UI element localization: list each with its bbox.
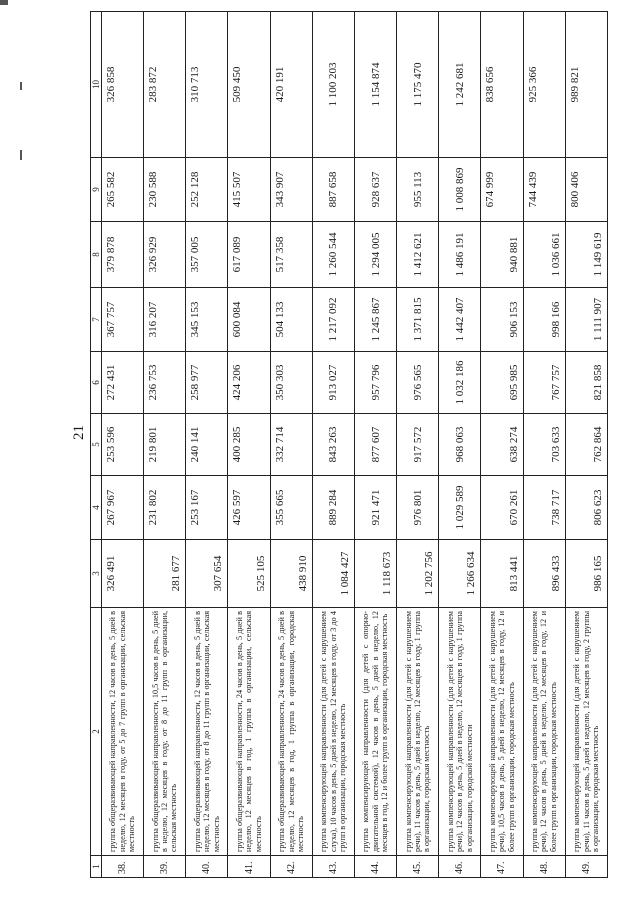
- cell-value: 307 654: [186, 540, 228, 608]
- row-number: 44.: [354, 856, 396, 878]
- scan-mark: [20, 82, 22, 90]
- cell-value: 283 872: [144, 12, 186, 158]
- cell-value: 877 607: [354, 414, 396, 476]
- cell-value: 976 565: [397, 352, 439, 414]
- cell-value: 265 582: [102, 158, 144, 222]
- cell-value: 600 084: [228, 288, 270, 352]
- cell-value: 420 191: [270, 12, 312, 158]
- cell-value: 438 910: [270, 540, 312, 608]
- row-description: группа общеразвивающей направленности, 10,5 часов в день, 5 дней в неделю, 12 месяцев в году, от 8 до 11 групп в организации, сельская местность: [144, 608, 186, 856]
- scan-mark: [20, 150, 22, 160]
- column-header: 9: [91, 158, 102, 222]
- cell-value: 1 260 544: [312, 222, 354, 288]
- column-header: 8: [91, 222, 102, 288]
- cell-value: 426 597: [228, 476, 270, 540]
- cell-value: 326 929: [144, 222, 186, 288]
- table-row: [565, 12, 607, 878]
- row-description: группа компенсирующей направленности (для детей с нарушением речи), 10,5 часов в день, 5 дней в неделю, 12 месяцев в году, 12 и более групп в организации, городская местность: [481, 608, 523, 856]
- row-description: группа общеразвивающей направленности, 12 часов в день, 5 дней в неделю, 12 месяцев в году, от 8 до 11 групп в организации, сельская местность: [186, 608, 228, 856]
- cell-value: 998 166: [523, 288, 565, 352]
- cell-value: 379 878: [102, 222, 144, 288]
- cell-value: 1 036 661: [523, 222, 565, 288]
- cell-value: 1 266 634: [439, 540, 481, 608]
- cell-value: 976 801: [397, 476, 439, 540]
- row-number: 42.: [270, 856, 312, 878]
- cell-value: 1 032 186: [439, 352, 481, 414]
- cell-value: 231 802: [144, 476, 186, 540]
- cell-value: 252 128: [186, 158, 228, 222]
- cell-value: 1 084 427: [312, 540, 354, 608]
- table-row: [186, 12, 228, 878]
- cell-value: 813 441: [481, 540, 523, 608]
- row-description: группа компенсирующей направленности (для детей с опорно-двигательной системой), 12 часов в день, 5 дней в неделю, 12 месяцев в год, 12 и более групп в организации, городская местность: [354, 608, 396, 856]
- cell-value: 703 633: [523, 414, 565, 476]
- cell-value: 896 433: [523, 540, 565, 608]
- cell-value: 928 637: [354, 158, 396, 222]
- cell-value: 343 907: [270, 158, 312, 222]
- cell-value: 1 008 869: [439, 158, 481, 222]
- cell-value: 258 977: [186, 352, 228, 414]
- cell-value: 940 881: [481, 222, 523, 288]
- cell-value: 925 366: [523, 12, 565, 158]
- row-description: группа общеразвивающей направленности, 24 часов в день, 5 дней в неделю, 12 месяцев в год, 1 группа в организации, сельская местность: [228, 608, 270, 856]
- cell-value: 1 175 470: [397, 12, 439, 158]
- cell-value: 219 801: [144, 414, 186, 476]
- cell-value: 989 821: [565, 12, 607, 158]
- cell-value: 955 113: [397, 158, 439, 222]
- cell-value: 957 796: [354, 352, 396, 414]
- table-row: [481, 12, 523, 878]
- cell-value: 744 439: [523, 158, 565, 222]
- cell-value: 504 133: [270, 288, 312, 352]
- cell-value: 1 242 681: [439, 12, 481, 158]
- column-header: 5: [91, 414, 102, 476]
- cell-value: 738 717: [523, 476, 565, 540]
- row-description: группа компенсирующей направленности (для детей с нарушением речи), 11 часов в день, 5 дней в неделю, 12 месяцев в году, 2 группы в организации, городская местность: [565, 608, 607, 856]
- scan-mark: [0, 0, 8, 5]
- cell-value: 800 406: [565, 158, 607, 222]
- cell-value: 695 985: [481, 352, 523, 414]
- row-number: 49.: [565, 856, 607, 878]
- row-number: 39.: [144, 856, 186, 878]
- column-header: 3: [91, 540, 102, 608]
- cell-value: 253 596: [102, 414, 144, 476]
- cell-value: 1 149 619: [565, 222, 607, 288]
- row-number: 48.: [523, 856, 565, 878]
- cell-value: 821 858: [565, 352, 607, 414]
- cell-value: 400 285: [228, 414, 270, 476]
- tariff-table: [90, 11, 608, 878]
- column-header: 7: [91, 288, 102, 352]
- row-number: 41.: [228, 856, 270, 878]
- cell-value: 253 167: [186, 476, 228, 540]
- cell-value: 806 623: [565, 476, 607, 540]
- cell-value: 838 656: [481, 12, 523, 158]
- cell-value: 1 371 815: [397, 288, 439, 352]
- column-header: 4: [91, 476, 102, 540]
- table-row: [312, 12, 354, 878]
- cell-value: 1 442 407: [439, 288, 481, 352]
- cell-value: 230 588: [144, 158, 186, 222]
- cell-value: 517 358: [270, 222, 312, 288]
- cell-value: 1 202 756: [397, 540, 439, 608]
- cell-value: 1 154 874: [354, 12, 396, 158]
- cell-value: 1 118 673: [354, 540, 396, 608]
- cell-value: 345 153: [186, 288, 228, 352]
- cell-value: 525 105: [228, 540, 270, 608]
- table-row: [397, 12, 439, 878]
- cell-value: 357 005: [186, 222, 228, 288]
- row-number: 47.: [481, 856, 523, 878]
- cell-value: 617 089: [228, 222, 270, 288]
- cell-value: 326 491: [102, 540, 144, 608]
- row-description: группа общеразвивающей направленности, 24 часов в день, 5 дней в неделю, 12 месяцев в год, 1 группа в организации, городская местность: [270, 608, 312, 856]
- cell-value: 762 864: [565, 414, 607, 476]
- column-header: 1: [91, 856, 102, 878]
- table-row: [354, 12, 396, 878]
- cell-value: 906 153: [481, 288, 523, 352]
- cell-value: 267 967: [102, 476, 144, 540]
- cell-value: 332 714: [270, 414, 312, 476]
- cell-value: 415 507: [228, 158, 270, 222]
- cell-value: 316 207: [144, 288, 186, 352]
- cell-value: 1 412 621: [397, 222, 439, 288]
- table-row: [102, 12, 144, 878]
- row-description: группа компенсирующей направленности (для детей с нарушением слуха), 10 часов в день, 5 дней в неделю, 12 месяцев в году, от 3 до 4 групп в организации, городская местность: [312, 608, 354, 856]
- cell-value: 986 165: [565, 540, 607, 608]
- cell-value: 326 858: [102, 12, 144, 158]
- row-number: 46.: [439, 856, 481, 878]
- cell-value: 1 486 191: [439, 222, 481, 288]
- cell-value: 843 263: [312, 414, 354, 476]
- row-number: 43.: [312, 856, 354, 878]
- cell-value: 889 284: [312, 476, 354, 540]
- cell-value: 767 757: [523, 352, 565, 414]
- table-row: [270, 12, 312, 878]
- row-description: группа компенсирующей направленности (для детей с нарушением речи), 12 часов в день, 5 дней в неделю, 12 месяцев в году, 12 и более групп в организации, городская местность: [523, 608, 565, 856]
- cell-value: 670 261: [481, 476, 523, 540]
- cell-value: 509 450: [228, 12, 270, 158]
- cell-value: 310 713: [186, 12, 228, 158]
- cell-value: 367 757: [102, 288, 144, 352]
- header-row: [91, 12, 102, 878]
- cell-value: 424 206: [228, 352, 270, 414]
- row-number: 38.: [102, 856, 144, 878]
- column-header: 10: [91, 12, 102, 158]
- cell-value: 281 677: [144, 540, 186, 608]
- row-number: 40.: [186, 856, 228, 878]
- cell-value: 1 294 005: [354, 222, 396, 288]
- cell-value: 921 471: [354, 476, 396, 540]
- cell-value: 236 753: [144, 352, 186, 414]
- rotated-table-wrapper: [90, 12, 608, 878]
- cell-value: 1 217 092: [312, 288, 354, 352]
- cell-value: 355 665: [270, 476, 312, 540]
- cell-value: 887 658: [312, 158, 354, 222]
- cell-value: 1 100 203: [312, 12, 354, 158]
- page-number: 21: [71, 425, 87, 440]
- table-row: [439, 12, 481, 878]
- row-description: группа общеразвивающей направленности, 12 часов в день, 5 дней в неделю, 12 месяцев в году, от 5 до 7 групп в организации, сельская местность: [102, 608, 144, 856]
- row-description: группа компенсирующей направленности (для детей с нарушением речи), 11 часов в день, 5 дней в неделю, 12 месяцев в году, 1 группа в организации, городская местность: [397, 608, 439, 856]
- table-row: [228, 12, 270, 878]
- cell-value: 1 245 867: [354, 288, 396, 352]
- cell-value: 272 431: [102, 352, 144, 414]
- cell-value: 1 111 907: [565, 288, 607, 352]
- table-row: [144, 12, 186, 878]
- cell-value: 913 027: [312, 352, 354, 414]
- cell-value: 350 303: [270, 352, 312, 414]
- cell-value: 674 999: [481, 158, 523, 222]
- row-number: 45.: [397, 856, 439, 878]
- column-header: 6: [91, 352, 102, 414]
- cell-value: 968 063: [439, 414, 481, 476]
- cell-value: 638 274: [481, 414, 523, 476]
- cell-value: 240 141: [186, 414, 228, 476]
- cell-value: 917 572: [397, 414, 439, 476]
- cell-value: 1 029 589: [439, 476, 481, 540]
- row-description: группа компенсирующей направленности (для детей с нарушением речи), 12 часов в день, 5 дней в неделю, 12 месяцев в году, 1 группа в организации, городской местности: [439, 608, 481, 856]
- table-row: [523, 12, 565, 878]
- column-header: 2: [91, 608, 102, 856]
